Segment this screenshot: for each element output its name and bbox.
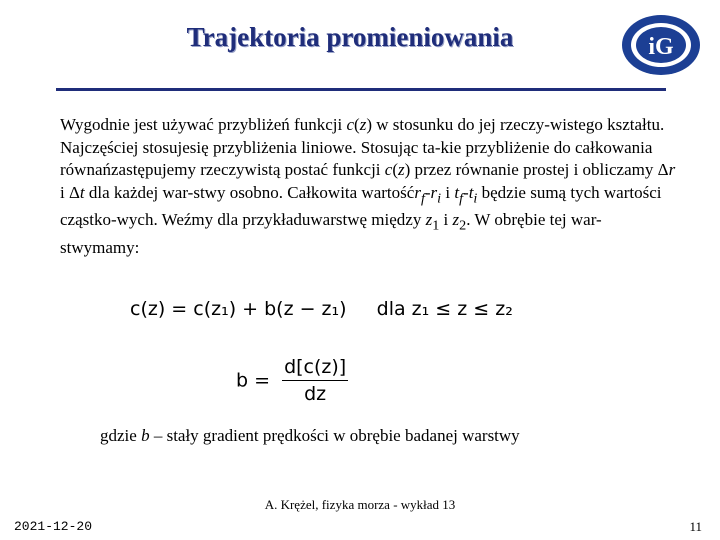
gradient-note	[100, 426, 520, 446]
paragraph-segment: r	[668, 160, 676, 179]
note-segment: – stały gradient prędkości w obrębie badanej warstwy	[149, 426, 520, 445]
equation2-numerator: d[c(z)]	[282, 356, 348, 381]
paragraph-segment: (	[392, 160, 398, 179]
slide-title: Trajektoria promieniowania	[186, 22, 514, 52]
paragraph-segment: 2	[459, 217, 467, 234]
paragraph-segment: f	[420, 189, 425, 206]
equation-linear-approximation	[130, 298, 513, 320]
title-underline	[56, 88, 666, 91]
note-segment: gdzie	[100, 426, 142, 445]
note-segment: b	[141, 426, 150, 445]
paragraph-segment: dla każdej war-stwy osobno. Całkowita wartość	[84, 182, 415, 202]
paragraph-segment: t	[79, 182, 85, 202]
equation2-lhs: b =	[236, 369, 271, 392]
page-number: 11	[689, 519, 702, 534]
equation1-condition: dla z₁ ≤ z ≤ z₂	[376, 298, 513, 320]
paragraph-segment: z	[359, 115, 367, 134]
paragraph-segment: i Δ	[60, 182, 80, 202]
paragraph-segment: t	[468, 182, 474, 202]
paragraph-segment: i	[437, 189, 442, 206]
paragraph-segment: r	[414, 182, 421, 202]
equation2-denominator: dz	[304, 383, 327, 405]
equation-gradient	[236, 356, 348, 405]
paragraph-segment: i	[439, 210, 453, 230]
paragraph-segment: f	[459, 189, 464, 206]
logo-text: iG	[648, 34, 674, 60]
equation1-expression: c(z) = c(z₁) + b(z − z₁)	[130, 298, 347, 320]
paragraph-segment: i	[473, 189, 478, 206]
paragraph-segment: . W obrębie tej war-stwymamy:	[60, 210, 602, 258]
paragraph-segment: 1	[432, 217, 440, 234]
paragraph-segment: (	[354, 115, 360, 134]
paragraph-segment: c	[384, 160, 393, 179]
paragraph-segment: i	[441, 182, 455, 202]
institute-logo	[620, 12, 702, 78]
paragraph-segment: r	[430, 182, 438, 202]
paragraph-segment: będzie sumą tych wartości cząstko-wych. Weźmy dla przykładuwarstwę między	[60, 182, 662, 230]
footer-date: 2021-12-20	[14, 519, 93, 534]
footer-author: A. Krężel, fizyka morza - wykład 13	[264, 497, 456, 512]
paragraph-segment: -	[463, 182, 469, 202]
main-paragraph	[60, 114, 680, 260]
paragraph-segment: Wygodnie jest używać przybliżeń funkcji	[60, 115, 347, 134]
paragraph-segment: -	[424, 182, 431, 202]
paragraph-segment: t	[454, 182, 460, 202]
equation2-fraction	[282, 356, 348, 405]
paragraph-segment: ) przez równanie prostej i obliczamy Δ	[404, 160, 669, 179]
paragraph-segment: ) w stosunku do jej rzeczy-wistego kształtu. Najczęściej stosujesię przybliżenia liniowe. Stosując ta-kie przybliżenie do całkowania równańzastępujemy rzeczywistą postać funkcji	[60, 115, 665, 179]
paragraph-segment: z	[397, 160, 405, 179]
paragraph-segment: z	[425, 210, 433, 230]
paragraph-segment: c	[346, 115, 355, 134]
paragraph-text	[60, 114, 680, 260]
paragraph-segment: z	[452, 210, 460, 230]
